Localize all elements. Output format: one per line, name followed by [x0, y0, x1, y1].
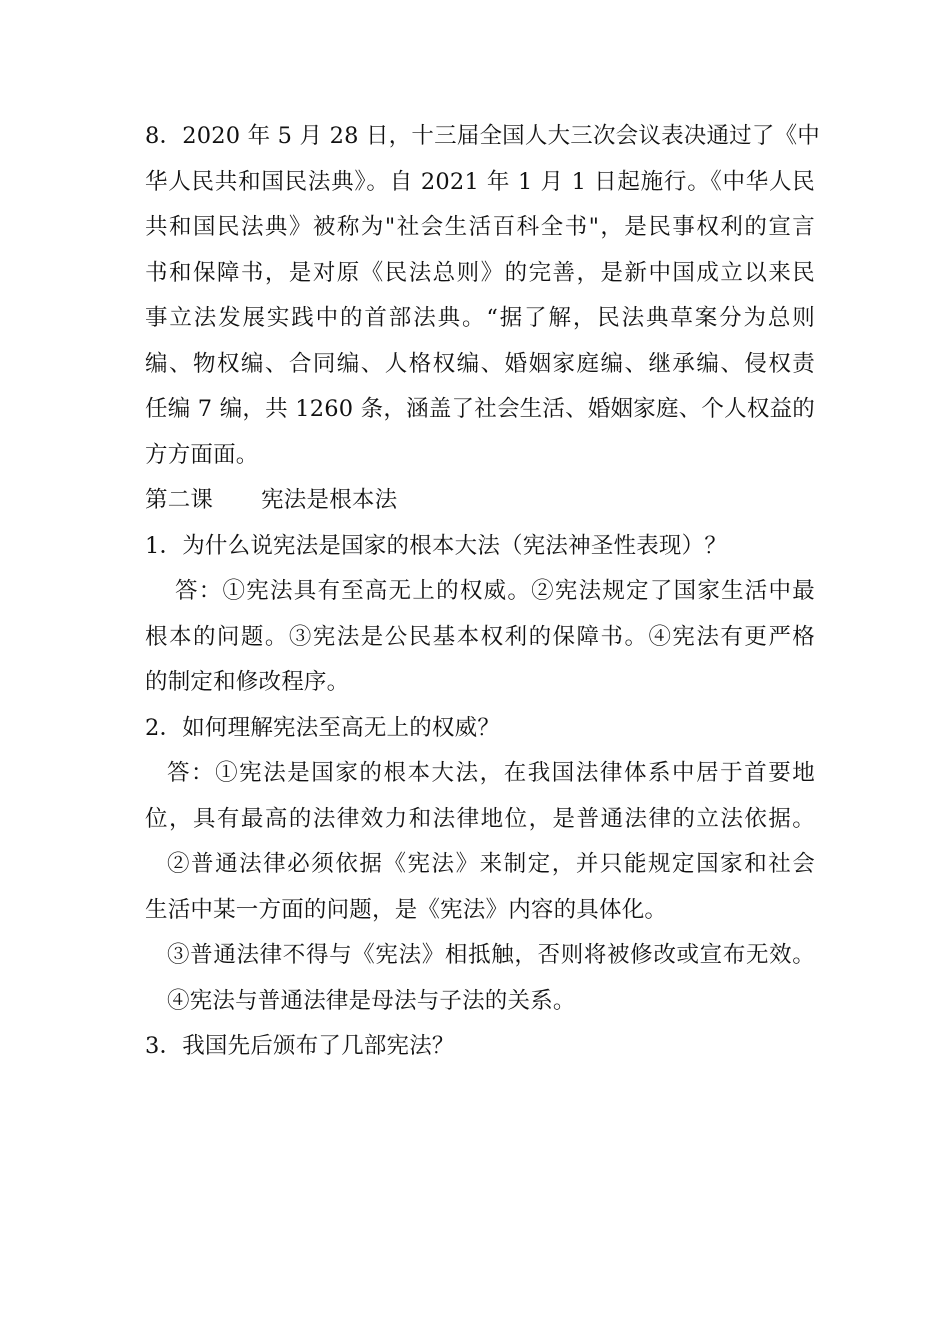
answer-1-line-3: 的制定和修改程序。	[145, 669, 350, 695]
item8-line-1: 8．2020 年 5 月 28 日，十三届全国人大三次会议表决通过了《中	[145, 123, 820, 149]
item8-line-5: 事立法发展实践中的首部法典。“据了解，民法典草案分为总则	[145, 305, 815, 331]
item8-line-6: 编、物权编、合同编、人格权编、婚姻家庭编、继承编、侵权责	[145, 350, 815, 377]
item8-line-3: 共和国民法典》被称为"社会生活百科全书"，是民事权利的宣言	[145, 214, 815, 240]
answer-2-line-6: ④宪法与普通法律是母法与子法的关系。	[167, 987, 576, 1014]
answer-2-line-5: ③普通法律不得与《宪法》相抵触，否则将被修改或宣布无效。	[167, 942, 815, 968]
question-1: 1．为什么说宪法是国家的根本大法（宪法神圣性表现）？	[145, 532, 728, 559]
item8-line-4: 书和保障书，是对原《民法总则》的完善，是新中国成立以来民	[145, 259, 815, 286]
answer-2-line-1: 答：①宪法是国家的根本大法，在我国法律体系中居于首要地	[167, 760, 815, 786]
item8-line-2: 华人民共和国民法典》。自 2021 年 1 月 1 日起施行。《中华人民	[145, 168, 815, 195]
answer-1-line-2: 根本的问题。③宪法是公民基本权利的保障书。④宪法有更严格	[145, 623, 815, 650]
answer-2-line-3: ②普通法律必须依据《宪法》来制定，并只能规定国家和社会	[167, 851, 815, 877]
lesson-heading	[145, 478, 815, 524]
item8-line-8: 方方面面。	[145, 441, 259, 468]
lesson-label: 第二课	[145, 487, 214, 513]
answer-2-line-2: 位，具有最高的法律效力和法律地位，是普通法律的立法依据。	[145, 805, 815, 832]
question-3: 3．我国先后颁布了几部宪法？	[145, 1033, 455, 1059]
document-body	[145, 114, 820, 1070]
question-2: 2．如何理解宪法至高无上的权威？	[145, 714, 501, 741]
answer-2-line-4: 生活中某一方面的问题，是《宪法》内容的具体化。	[145, 896, 668, 923]
item8-line-7: 任编 7 编，共 1260 条，涵盖了社会生活、婚姻家庭、个人权益的	[145, 396, 815, 422]
answer-1-line-1: 答：①宪法具有至高无上的权威。②宪法规定了国家生活中最	[175, 578, 815, 604]
lesson-title: 宪法是根本法	[261, 487, 398, 513]
